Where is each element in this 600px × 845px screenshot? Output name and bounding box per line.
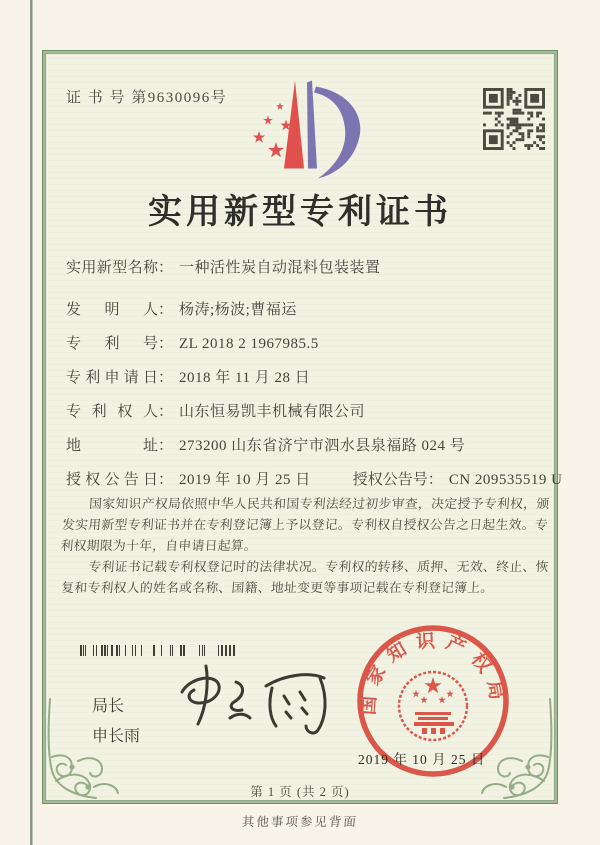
field-row-patent-no — [66, 332, 542, 353]
field-value: ZL 2018 2 1967985.5 — [179, 336, 319, 352]
field-value: 273200 山东省济宁市泗水县泉福路 024 号 — [179, 438, 466, 454]
legal-text — [62, 494, 548, 599]
signature-icon — [168, 656, 353, 754]
field-list — [66, 256, 563, 502]
field-label: 授权公告号 — [352, 472, 428, 488]
field-row-address — [66, 434, 542, 455]
legal-paragraph-1: 国家知识产权局依照中华人民共和国专利法经过初步审查，决定授予专利权，颁发实用新型专利证书并在专利登记簿上予以登记。专利权自授权公告之日起生效。专利权期限为十年，自申请日起算。 — [60, 497, 550, 553]
field-value: 2018 年 11 月 28 日 — [179, 370, 311, 386]
back-note: 其他事项参见背面 — [241, 815, 359, 829]
barcode-icon — [80, 645, 236, 656]
field-row-name — [66, 256, 542, 277]
field-colon: ： — [158, 336, 174, 352]
field-label: 实用新型名称 — [66, 260, 158, 276]
certificate-number: 证 书 号 第9630096号 — [66, 90, 228, 106]
field-row-inventor — [66, 298, 542, 319]
cnipa-logo-icon — [238, 76, 373, 182]
field-label: 授权公告日 — [66, 472, 158, 488]
signer-block — [92, 692, 140, 753]
field-label: 专利申请日 — [66, 370, 158, 386]
page-number: 第 1 页 (共 2 页) — [250, 785, 350, 799]
field-colon: ： — [158, 370, 174, 386]
signer-role: 局长 — [92, 698, 125, 715]
field-label: 发明人 — [66, 302, 158, 318]
signer-name: 申长雨 — [92, 728, 141, 746]
field-colon: ： — [158, 438, 174, 454]
field-row-filing-date — [66, 366, 542, 387]
field-row-patentee — [66, 400, 542, 421]
grant-no-group — [353, 472, 563, 488]
field-colon: ： — [158, 472, 174, 488]
field-colon: ： — [158, 404, 174, 420]
grant-date-value: 2019 年 10 月 25 日 — [179, 472, 311, 488]
field-row-grant — [66, 468, 563, 489]
qr-code-icon — [483, 88, 545, 150]
certificate-title: 实用新型专利证书 — [148, 192, 452, 232]
legal-paragraph-2: 专利证书记载专利权登记时的法律状况。专利权的转移、质押、无效、终止、恢复和专利权人的姓名或名称、国籍、地址变更等事项记载在专利登记簿上。 — [60, 559, 550, 595]
field-colon: ： — [158, 260, 174, 276]
seal-date: 2019 年 10 月 25 日 — [358, 752, 486, 767]
field-value: 一种活性炭自动混料包装装置 — [179, 260, 381, 276]
field-value: 杨涛;杨波;曹福运 — [179, 302, 297, 318]
field-label: 专利号 — [66, 336, 158, 352]
field-label: 地址 — [66, 438, 158, 454]
field-colon: ： — [427, 472, 443, 488]
seal-ring-text: 国家知识产权局 — [358, 630, 509, 716]
field-value: 山东恒易凯丰机械有限公司 — [179, 404, 366, 420]
field-colon: ： — [158, 302, 174, 318]
grant-no-value: CN 209535519 U — [448, 472, 563, 488]
scan-edge-shadow — [30, 0, 33, 845]
field-label: 专利权人 — [66, 404, 158, 420]
